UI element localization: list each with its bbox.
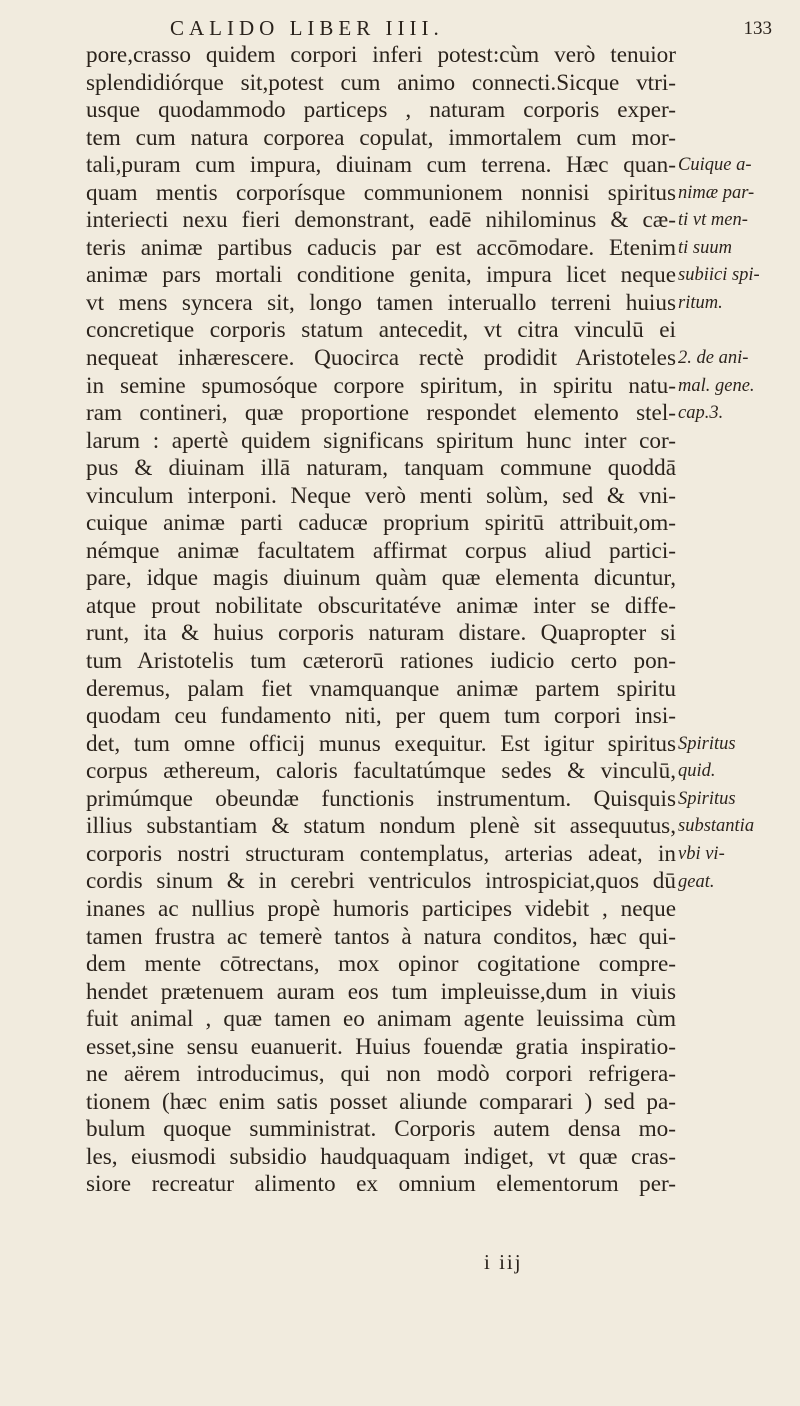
page-header: [90, 16, 780, 44]
text-line: tum Aristotelis tum cæterorū rationes iudicio certo pon-: [86, 648, 676, 675]
text-line: corpus æthereum, caloris facultatúmque sedes & vinculū,: [86, 758, 676, 785]
margin-note: Cuique a-: [678, 155, 752, 176]
signature-mark: i iij: [484, 1250, 523, 1274]
text-line: tem cum natura corporea copulat, immortalem cum mor-: [86, 124, 676, 151]
text-line: dem mente cōtrectans, mox opinor cogitatione compre-: [86, 951, 676, 978]
text-line: ram contineri, quæ proportione respondet elemento stel-: [86, 400, 676, 427]
margin-note: Spiritus: [678, 788, 736, 809]
text-line: pus & diuinam illā naturam, tanquam commune quoddā: [86, 455, 676, 482]
text-line: larum : apertè quidem significans spiritum hunc inter cor-: [86, 427, 676, 454]
text-line: det, tum omne officij munus exequitur. Est igitur spiritus: [86, 730, 676, 757]
margin-note: ti suum: [678, 237, 732, 258]
text-line: illius substantiam & statum nondum plenè sit assequutus,: [86, 813, 676, 840]
margin-note: ti vt men-: [678, 210, 748, 231]
text-line: quodam ceu fundamento niti, per quem tum corpori insi-: [86, 703, 676, 730]
body-text: [86, 42, 676, 1199]
margin-note: ritum.: [678, 292, 723, 313]
text-line: in semine spumosóque corpore spiritum, in spiritu natu-: [86, 372, 676, 399]
text-line: concretique corporis statum antecedit, vt citra vinculū ei: [86, 317, 676, 344]
text-line: vinculum interponi. Neque verò menti solùm, sed & vni-: [86, 482, 676, 509]
text-line: teris animæ partibus caducis par est accōmodare. Etenim: [86, 234, 676, 261]
margin-note: vbi vi-: [678, 843, 725, 864]
margin-note: subiici spi-: [678, 265, 760, 286]
text-line: runt, ita & huius corporis naturam distare. Quapropter si: [86, 620, 676, 647]
text-line: hendet prætenuem auram eos tum impleuisse,dum in viuis: [86, 978, 676, 1005]
margin-note: cap.3.: [678, 403, 724, 424]
text-line: interiecti nexu fieri demonstrant, eadē nihilominus & cæ-: [86, 207, 676, 234]
text-line: animæ pars mortali conditione genita, impura licet neque: [86, 262, 676, 289]
text-line: pore,crasso quidem corpori inferi potest:cùm verò tenuior: [86, 42, 676, 68]
margin-note: geat.: [678, 871, 715, 892]
text-line: tionem (hæc enim satis posset aliunde comparari ) sed pa-: [86, 1088, 676, 1115]
text-line: siore recreatur alimento ex omnium elementorum per-: [86, 1171, 676, 1198]
text-line: nequeat inhærescere. Quocirca rectè prodidit Aristoteles: [86, 345, 676, 372]
text-line: splendidiórque sit,potest cum animo connecti.Sicque vtri-: [86, 69, 676, 96]
text-line: vt mens syncera sit, longo tamen interuallo terreni huius: [86, 289, 676, 316]
text-line: fuit animal , quæ tamen eo animam agente leuissima cùm: [86, 1006, 676, 1033]
text-line: némque animæ facultatem affirmat corpus aliud partici-: [86, 537, 676, 564]
text-line: ne aërem introducimus, qui non modò corpori refrigera-: [86, 1061, 676, 1088]
text-line: inanes ac nullius propè humoris participes videbit , neque: [86, 895, 676, 922]
margin-note: substantia: [678, 816, 755, 837]
margin-note: nimæ par-: [678, 182, 755, 203]
margin-note: quid.: [678, 761, 716, 782]
text-line: cuique animæ parti caducæ proprium spiritū attribuit,om-: [86, 510, 676, 537]
text-line: esset,sine sensu euanuerit. Huius fouendæ gratia inspiratio-: [86, 1033, 676, 1060]
running-head: CALIDO LIBER IIII.: [170, 16, 444, 40]
text-line: deremus, palam fiet vnamquanque animæ partem spiritu: [86, 675, 676, 702]
text-line: atque prout nobilitate obscuritatéve animæ inter se diffe-: [86, 592, 676, 619]
text-line: tamen frustra ac temerè tantos à natura conditos, hæc qui-: [86, 923, 676, 950]
margin-note: 2. de ani-: [678, 348, 749, 369]
text-line: usque quodammodo particeps , naturam corporis exper-: [86, 97, 676, 124]
page-number: 133: [743, 18, 772, 39]
text-line: les, eiusmodi subsidio haudquaquam indiget, vt quæ cras-: [86, 1143, 676, 1170]
text-line: primúmque obeundæ functionis instrumentum. Quisquis: [86, 785, 676, 812]
margin-note: mal. gene.: [678, 375, 755, 396]
text-line: quam mentis corporísque communionem nonnisi spiritus: [86, 179, 676, 206]
text-line: corporis nostri structuram contemplatus, arterias adeat, in: [86, 840, 676, 867]
margin-note: Spiritus: [678, 733, 736, 754]
text-line: pare, idque magis diuinum quàm quæ elementa dicuntur,: [86, 565, 676, 592]
text-line: cordis sinum & in cerebri ventriculos introspiciat,quos dū: [86, 868, 676, 895]
text-line: bulum quoque sumministrat. Corporis autem densa mo-: [86, 1116, 676, 1143]
text-line: tali,puram cum impura, diuinam cum terrena. Hæc quan-: [86, 152, 676, 179]
